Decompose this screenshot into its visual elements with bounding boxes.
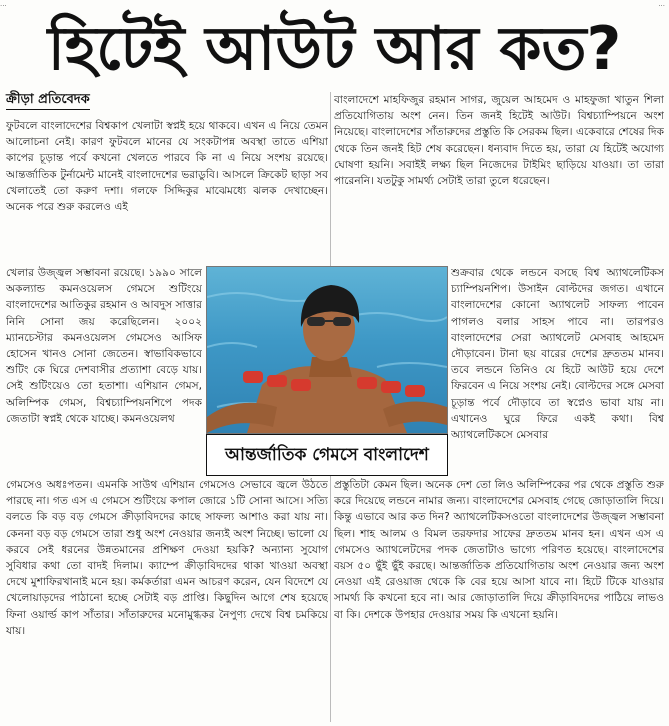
article-column-b [334,92,664,264]
headline: হিটেই আউট আর কত? [47,14,622,84]
article-column-a [6,118,328,264]
photo-caption: আন্তর্জাতিক গেমসে বাংলাদেশ [206,434,448,476]
byline: ক্রীড়া প্রতিবেদক [6,92,90,110]
swimmer-photo [206,266,448,434]
top-strip-left: ... [0,0,7,8]
article-column-f [334,477,664,722]
swimmer-illustration [207,267,447,433]
article-column-e [6,477,328,722]
swimmer-arm-right [383,401,447,427]
article-column-c [6,265,202,477]
article-text-c: খেলার উজ্জ্বল সম্ভাবনা রয়েছে। ১৯৯০ সালে অকল্যান্ড কমনওয়েলস গেমসে শুটিংয়ে বাংলাদেশের আতিকুর রহমান ও আবদুস সাত্তার নিনি সোনা জয় করেছিলেন। ২০০২ ম্যানচেস্টার কমনওয়েলস গেমসেও আসিফ হোসেন খানও সোনা জেতেন। স্বাভাবিকভাবে শুটিং কে ঘিরে দেশবাসীর প্রত্যাশা বেড়ে যায়। সেই শুটিংয়েও তো হতাশা। এশিয়ান গেমস, অলিম্পিক গেমস, বিশ্বচ্যাম্পিয়নশিপে পদক জেতাটা স্বপ্নই থেকে যাচ্ছে। কমনওয়েলথ [6,267,202,425]
article-text-a: ফুটবলে বাংলাদেশের বিশ্বকাপ খেলাটা স্বপ্নই হয়ে থাকবে। এখন এ নিয়ে তেমন আলোচনা নেই। কারণ ফুটবলে মানের যে সংকটাপন্ন অবস্থা তাতে এশিয়া কাপের চূড়ান্ত পর্বে কখনো খেলতে পারবে কি না এ নিয়ে সংশয় রয়েছে। আন্তর্জাতিক টুর্নামেন্ট মানেই বাংলাদেশের ভরাডুবি। আসলে ক্রিকেট ছাড়া সব খেলাতেই তো করুণ দশা। গলফে সিদ্দিকুর মাঝেমধ্যে ঝলক দেখাচ্ছেন। অনেক পরে শুরু করলেও এই [6,120,328,214]
article-text-d: শুক্রবার থেকে লন্ডনে বসছে বিশ্ব অ্যাথলেটিকস চ্যাম্পিয়নশিপ। উসাইন বোল্টদের জগত। এখানে বাংলাদেশের কোনো অ্যাথলেট সাফল্য পাবেন পাগলও বলার সাহস পাবে না। তারপরও বাংলাদেশের সেরা অ্যাথলেট মেসবাহ আহমেদ দৌড়াবেন। টানা ছয় বারের দেশের দ্রুততম মানব। তবে লন্ডনে তিনিও যে হিটে আউট হয়ে দেশে ফিরবেন এ নিয়ে সংশয় নেই। বোল্টদের সঙ্গে মেসবা চূড়ান্ত পর্বে দৌড়াবে তা স্বপ্নেও ভাবা যায় না। এখানেও ঘুরে ফিরে একই কথা। বিশ্ব অ্যাথলেটিকসে মেসবার [451,267,664,442]
article-column-d [451,265,664,477]
article-text-b: বাংলাদেশে মাহফিজুর রহমান সাগর, জুয়েল আহমেদ ও মাহফুজা খাতুন শিলা প্রতিযোগিতায় অংশ নেন। তিন জনই হিটেই আউট। বিশ্বচ্যাম্পিয়নে অংশ নিয়েছে। বাংলাদেশের সাঁতারুদের প্রস্তুতি কি সেরকম ছিল। একেবারে শেষের দিক থেকে তিন জনই হিট শেষ করেছেন। ধন্যবাদ দিতে হয়, তারা যে হিটেই অযোগ্য ঘোষণা হয়নি। সবাইই লক্ষ্য ছিল নিজেদের টাইমিং ছাড়িয়ে যাওয়া। তা তারা পারেননি। যতটুকু সামর্থ্য সেটাই তারা তুলে ধরেছেন। [334,94,664,188]
top-strip-right: ... [658,0,665,8]
article-text-e: গেমসেও অধঃপতন। এমনকি সাউথ এশিয়ান গেমসেও সেভাবে জ্বলে উঠতে পারছে না। গত এস এ গেমসে শুটিংয়ে কপাল জোরে ১টি সোনা আসে। সত্যি বলতে কি বড় বড় গেমসে ক্রীড়াবিদদের কাছে সাফল্য আশাও করা যায় না। কেননা বড় বড় গেমসে তারা শুধু অংশ নেওয়ার জন্যই অংশ নিচ্ছে। ভালো যে করবে সেই ধরনের উন্নতমানের প্রশিক্ষণ দেওয়া হয়কি? অন্যান্য সুযোগ সুবিধার কথা তো বাদই দিলাম। ক্যাম্পে ক্রীড়াবিদদের থাকা খাওয়া অবস্থা দেখে মুশাফিরখানাই মনে হয়। কর্মকর্তারা এমন আচরণ করেন, যেন বিদেশে যে খেলোয়াড়দের পাঠানো হচ্ছে সেটাই বড় প্রাপ্তি। কিছুদিন আগে শেষ হয়েছে ফিনা ওয়ার্ল্ড কাপ সাঁতার। সাঁতারুদের মনোমুগ্ধকর নৈপুণ্য দেখে বিশ্ব চমকিয়ে যায়। [6,479,328,637]
article-text-f: প্রস্তুতিটা কেমন ছিল। অনেক দেশ তো লিও অলিম্পিকের পর থেকে প্রস্তুতি শুরু করে দিয়েছে লন্ডনে নামার জন্য। বাংলাদেশের মেসবাহ গেছে জোড়াতালি দিয়ে। কিন্তু এভাবে আর কত দিন? অ্যাথলেটিকসওতো বাংলাদেশের উজ্জ্বল সম্ভাবনা ছিল। শাহ আলম ও বিমল তরফদার সাফের দ্রুততম মানব হন। এখন এস এ গেমসেও অ্যাথলেটদের পদক জেতাটাও ভাগ্যে পরিণত হয়েছে। বাংলাদেশের বয়স ৫০ ছুঁই ছুঁই করছে। আন্তর্জাতিক প্রতিযোগিতায় অংশ নেওয়ার জন্য অংশ নেওয়া এই রেওয়াজ থেকে কি বের হয়ে আসা যাবে না। হিটে টিকে যাওয়ার সামর্থ্য কি কখনো হবে না। আর জোড়াতালি দিয়ে ক্রীড়াবিদদের পাঠিয়ে লাভও বা কি। দেশকে উপহার দেওয়ার সময় কি এখনো হয়নি। [334,479,664,621]
